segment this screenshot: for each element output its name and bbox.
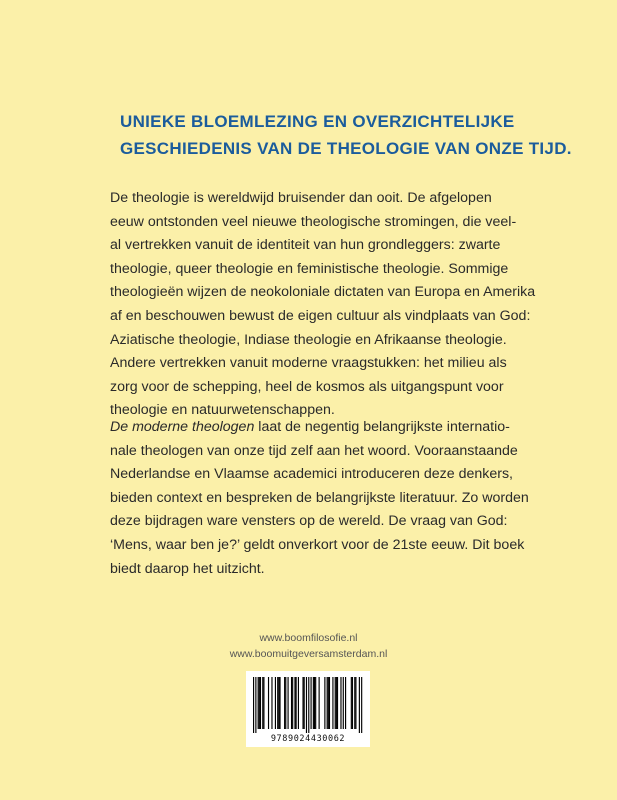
- text-line: Andere vertrekken vanuit moderne vraagstukken: het milieu als: [110, 355, 507, 372]
- text-line: Nederlandse en Vlaamse academici introduceren deze denkers,: [110, 466, 513, 483]
- barcode-bar: [288, 677, 289, 729]
- text-line: deze bijdragen ware vensters op de wereld. De vraag van God:: [110, 513, 508, 530]
- barcode-bar: [313, 677, 314, 729]
- barcode-bar: [278, 677, 279, 729]
- barcode-bar: [354, 677, 355, 729]
- text-line: theologieën wijzen de neokoloniale dictaten van Europa en Amerika: [110, 284, 536, 301]
- barcode: [246, 671, 370, 747]
- text-line: al vertrekken vanuit de identiteit van hun grondleggers: zwarte: [110, 237, 501, 254]
- text-fragment: laat de negentig belangrijkste internatio-: [254, 419, 510, 435]
- barcode-bar: [327, 677, 328, 729]
- barcode-bar: [255, 677, 256, 733]
- text-line: eeuw ontstonden veel nieuwe theologische stromingen, die veel-: [110, 213, 517, 230]
- barcode-bar: [258, 677, 259, 729]
- barcode-bar: [275, 677, 276, 729]
- barcode-bar: [306, 677, 307, 733]
- barcode-bar: [335, 677, 336, 729]
- barcode-bar: [332, 677, 333, 729]
- text-line: bieden context en bespreken de belangrijkste literatuur. Zo worden: [110, 489, 529, 506]
- text-line: theologie en natuurwetenschappen.: [110, 402, 335, 419]
- text-line: nale theologen van onze tijd zelf aan het woord. Vooraanstaande: [110, 442, 518, 459]
- barcode-bar: [311, 677, 312, 729]
- book-title: De moderne theologen: [110, 419, 255, 435]
- barcode-bar: [253, 677, 254, 733]
- barcode-bar: [337, 677, 338, 729]
- text-line: De theologie is wereldwijd bruisender dan ooit. De afgelopen: [110, 190, 492, 206]
- barcode-bar: [284, 677, 285, 729]
- url-boomuitgevers: www.boomuitgeversamsterdam.nl: [229, 648, 388, 660]
- headline-line: GESCHIEDENIS VAN DE THEOLOGIE VAN ONZE TIJD.: [120, 139, 572, 158]
- barcode-bars: [246, 671, 370, 735]
- barcode-bar: [343, 677, 344, 729]
- barcode-bar: [340, 677, 341, 729]
- text-line: [110, 416, 610, 440]
- text-line: biedt daarop het uitzicht.: [110, 560, 265, 577]
- barcode-bar: [279, 677, 280, 729]
- barcode-bar: [292, 677, 293, 729]
- isbn-number: 9789024430062: [270, 734, 346, 744]
- barcode-bar: [351, 677, 352, 729]
- text-line: af en beschouwen bewust de eigen cultuur als vindplaats van God:: [110, 307, 531, 324]
- headline-line: UNIEKE BLOEMLEZING EN OVERZICHTELIJKE: [120, 112, 515, 131]
- barcode-bar: [315, 677, 316, 729]
- barcode-bar: [302, 677, 303, 729]
- barcode-bar: [345, 677, 346, 729]
- barcode-bar: [262, 677, 263, 729]
- barcode-bar: [268, 677, 269, 729]
- barcode-bar: [328, 677, 329, 729]
- barcode-bar: [319, 677, 320, 729]
- barcode-bar: [304, 677, 305, 729]
- barcode-bar: [308, 677, 309, 733]
- barcode-bar: [352, 677, 353, 729]
- barcode-bar: [285, 677, 286, 729]
- barcode-bar: [355, 677, 356, 729]
- barcode-bar: [271, 677, 272, 729]
- text-line: ‘Mens, waar ben je?’ geldt onverkort voor de 21ste eeuw. Dit boek: [110, 536, 525, 553]
- barcode-bar: [259, 677, 260, 729]
- barcode-bar: [277, 677, 278, 729]
- paragraph-intro: [110, 187, 610, 423]
- barcode-bar: [361, 677, 362, 733]
- barcode-bar: [298, 677, 299, 729]
- barcode-bar: [291, 677, 292, 729]
- paragraph-book: [110, 416, 610, 581]
- text-line: theologie, queer theologie en feministische theologie. Sommige: [110, 260, 509, 277]
- barcode-bar: [294, 677, 295, 729]
- barcode-bar: [329, 677, 330, 729]
- barcode-bar: [336, 677, 337, 729]
- barcode-bar: [296, 677, 297, 729]
- barcode-bar: [359, 677, 360, 733]
- barcode-bar: [260, 677, 261, 729]
- headline: [120, 108, 590, 162]
- barcode-bar: [314, 677, 315, 729]
- barcode-bar: [263, 677, 264, 729]
- text-line: zorg voor de schepping, heel de kosmos als uitgangspunt voor: [110, 378, 504, 395]
- barcode-bar: [324, 677, 325, 729]
- text-line: Aziatische theologie, Indiase theologie en Afrikaanse theologie.: [110, 331, 507, 348]
- url-boomfilosofie: www.boomfilosofie.nl: [259, 632, 358, 644]
- publisher-urls: [0, 630, 617, 662]
